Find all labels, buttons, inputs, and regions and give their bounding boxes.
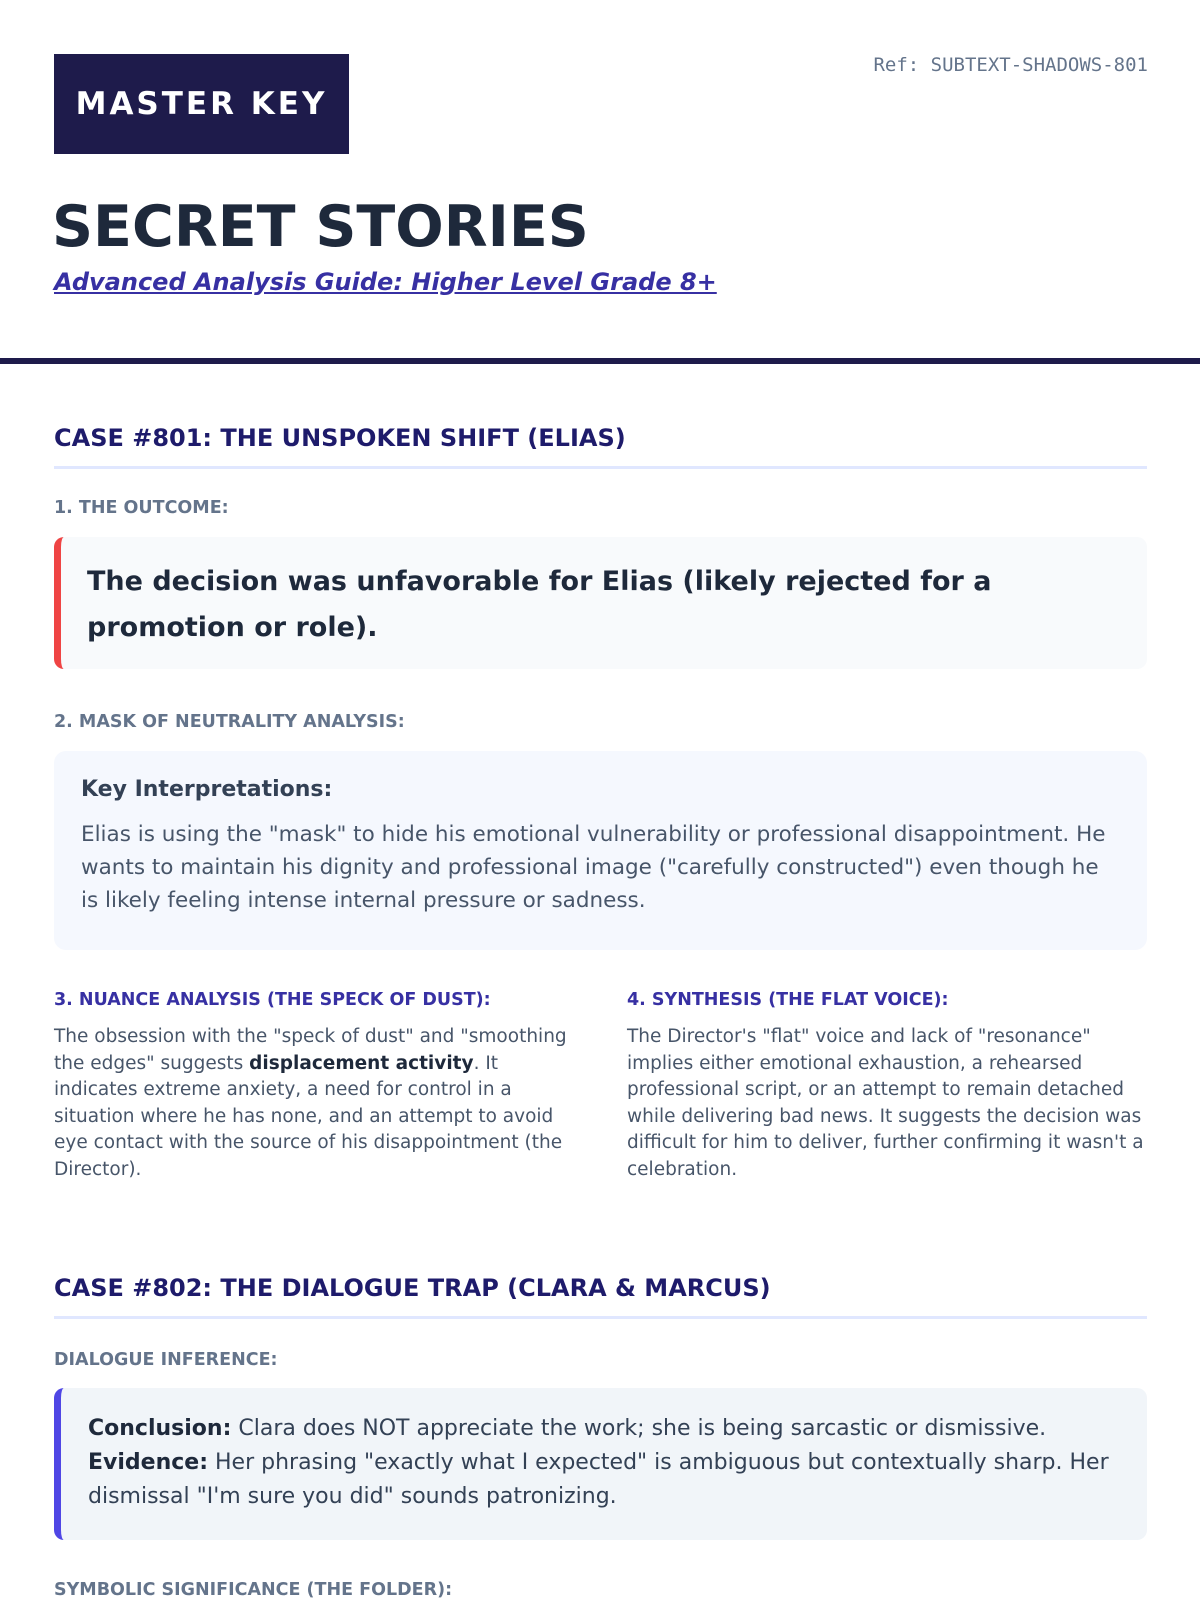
conclusion-label: Conclusion: — [88, 1416, 232, 1441]
outcome-text: The decision was unfavorable for Elias (likely rejected for a promotion or role). — [87, 566, 992, 643]
dialogue-inference-label: DIALOGUE INFERENCE: — [54, 1350, 278, 1370]
subtitle-link[interactable]: Advanced Analysis Guide: Higher Level Grade 8+ — [54, 268, 717, 296]
nuance-column — [54, 990, 574, 1183]
nuance-text-end: . It indicates extreme anxiety, a need for control in a situation where he has none, and an attempt to avoid eye contact with the source of his disappointment (the Director). — [54, 1052, 563, 1180]
symbolic-significance-label: SYMBOLIC SIGNIFICANCE (THE FOLDER): — [54, 1580, 453, 1600]
evidence-line — [88, 1446, 1123, 1514]
inference-box — [54, 1388, 1147, 1540]
conclusion-text: Clara does NOT appreciate the work; she is being sarcastic or dismissive. — [231, 1416, 1047, 1441]
conclusion-line — [88, 1412, 1123, 1446]
evidence-label: Evidence: — [88, 1450, 209, 1475]
interpretations-box — [54, 751, 1147, 950]
interpretations-title: Key Interpretations: — [81, 777, 333, 802]
case-801-heading: CASE #801: THE UNSPOKEN SHIFT (ELIAS) — [54, 424, 1147, 469]
header-divider — [0, 358, 1200, 364]
nuance-text-start: The obsession with the "speck of dust" and "smoothing the edges" suggests — [54, 1026, 567, 1074]
synthesis-text: The Director's "flat" voice and lack of "resonance" implies either emotional exhaustion, a rehearsed professional script, or an attempt to remain detached while delivering bad news. It suggests the decision was difficult for him to deliver, further confirming it wasn't a celebration. — [627, 1026, 1144, 1180]
nuance-text-bold: displacement activity — [249, 1052, 474, 1074]
reference-code: Ref: SUBTEXT-SHADOWS-801 — [873, 54, 1148, 76]
outcome-box — [54, 537, 1147, 669]
nuance-heading: 3. NUANCE ANALYSIS (THE SPECK OF DUST): — [54, 990, 491, 1010]
case-802-heading: CASE #802: THE DIALOGUE TRAP (CLARA & MARCUS) — [54, 1274, 1147, 1319]
master-key-badge: MASTER KEY — [54, 54, 349, 154]
synthesis-heading: 4. SYNTHESIS (THE FLAT VOICE): — [627, 990, 949, 1010]
mask-analysis-label: 2. MASK OF NEUTRALITY ANALYSIS: — [54, 712, 405, 732]
synthesis-column — [627, 990, 1147, 1183]
nuance-text — [54, 1024, 574, 1183]
header — [0, 0, 1200, 360]
interpretations-text: Elias is using the "mask" to hide his emotional vulnerability or professional disappointment. He wants to maintain his dignity and professional image ("carefully constructed") even though he is likely feeling intense internal pressure or sadness. — [81, 822, 1106, 913]
evidence-text: Her phrasing "exactly what I expected" is ambiguous but contextually sharp. Her dismissal "I'm sure you did" sounds patronizing. — [88, 1450, 1109, 1509]
outcome-label: 1. THE OUTCOME: — [54, 498, 229, 518]
page-title: SECRET STORIES — [52, 194, 589, 260]
